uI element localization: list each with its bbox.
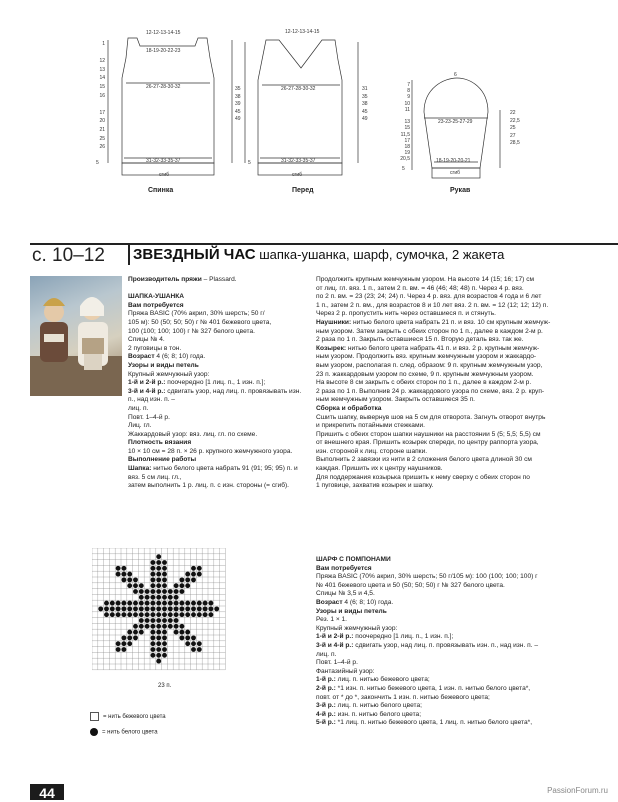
chart-dot: [139, 618, 144, 623]
chart-dot: [139, 589, 144, 594]
chart-dot: [133, 577, 138, 582]
chart-dot: [156, 630, 161, 635]
sleeve-mid-label: 23-23-25-27-29: [438, 119, 473, 125]
chart-dot: [98, 606, 103, 611]
chart-dot: [191, 635, 196, 640]
chart-dot: [174, 595, 179, 600]
chart-dot: [156, 624, 161, 629]
chart-dot: [179, 612, 184, 617]
chart-dot: [121, 612, 126, 617]
chart-dot: [179, 630, 184, 635]
chart-dot: [156, 653, 161, 658]
chart-dot: [150, 560, 155, 565]
chart-dot: [179, 606, 184, 611]
chart-dot: [197, 572, 202, 577]
text-line: Шапка: нитью белого цвета набрать 91 (91; 95; 95) п. и вяз. 5 см лиц. гл.,: [128, 465, 298, 481]
chart-dot: [162, 618, 167, 623]
text-line: Пряжа BASIC (70% акрил, 30% шерсть; 50 г/105 м): 100 (100; 100; 100) г: [316, 573, 538, 581]
text-line: Наушники: нитью белого цвета набрать 21 п. и вяз. 10 см крупным жемчуж-: [316, 318, 551, 326]
chart-dot: [191, 601, 196, 606]
front-outline: [258, 40, 342, 163]
chart-dot: [156, 554, 161, 559]
chart-dot: [116, 566, 121, 571]
sleeve-hem-dim: 5: [402, 166, 405, 172]
text-line: 2-й р.: *1 изн. п. нитью бежевого цвета, 1 изн. п. нитью белого цвета*,: [316, 684, 531, 692]
chart-dot: [162, 583, 167, 588]
back-hem-dim: 5: [96, 160, 99, 166]
product-photo: [30, 276, 122, 396]
chart-dot: [127, 641, 132, 646]
text-line: 3-й р.: лиц. п. нитью белого цвета;: [316, 702, 423, 710]
chart-dot: [168, 589, 173, 594]
title-main: ЗВЕЗДНЫЙ ЧАС: [133, 246, 256, 263]
chart-dot: [162, 647, 167, 652]
text-line: Узоры и виды петель: [128, 361, 199, 369]
chart-dot: [162, 630, 167, 635]
chart-dot: [162, 635, 167, 640]
children-photo-illustration: [30, 276, 122, 396]
chart-dot: [150, 589, 155, 594]
chart-dot: [191, 577, 196, 582]
chart-dot: [203, 601, 208, 606]
chart-dot: [208, 612, 213, 617]
chart-dot: [145, 601, 150, 606]
chart-dot: [174, 624, 179, 629]
chart-dot: [162, 566, 167, 571]
text-line: Лиц. гл.: [128, 422, 152, 430]
chart-dot: [162, 601, 167, 606]
text-line: Фантазийный узор:: [316, 667, 375, 675]
chart-dot: [168, 606, 173, 611]
chart-dot: [162, 653, 167, 658]
text-line: ным жемчужным узором. Закрыть оставшиеся 35 п.: [316, 396, 475, 404]
chart-dot: [104, 612, 109, 617]
text-line: 4-й р.: изн. п. нитью белого цвета;: [316, 710, 422, 718]
text-line: 105 м): 50 (50; 50; 50) г № 401 бежевого цвета,: [128, 318, 272, 326]
chart-dot: [185, 635, 190, 640]
text-line: ШАРФ С ПОМПОНАМИ: [316, 556, 391, 563]
text-line: 1-й и 2-й р.: поочередно [1 лиц. п., 1 изн. п.];: [128, 379, 266, 387]
chart-dot: [121, 647, 126, 652]
chart-dot: [145, 595, 150, 600]
text-line: № 401 бежевого цвета и 50 (50; 50; 50) г № 327 белого цвета.: [316, 581, 505, 589]
chart-dot: [179, 635, 184, 640]
text-line: ным узором. Затем закрыть с обеих сторон по 1 п., далее в каждом 2-м р.: [316, 327, 543, 335]
chart-dot: [174, 606, 179, 611]
text-line: Вам потребуется: [316, 564, 372, 572]
chart-dot: [191, 641, 196, 646]
chart-dot: [162, 560, 167, 565]
front-caption: Перед: [292, 187, 314, 194]
text-line: 3-й и 4-й р.: сдвигать узор, над лиц. п. провязывать изн. п., над изн. п. –: [128, 387, 302, 404]
chart-dot: [133, 606, 138, 611]
sleeve-cuff-label: 18-19-20-20-21: [436, 158, 471, 164]
text-line: Спицы № 4.: [128, 336, 165, 344]
chart-dot: [116, 606, 121, 611]
text-line: каждая. Пришить их к центру наушников.: [316, 465, 443, 473]
chart-dot: [168, 624, 173, 629]
text-line: Через 2 р. пропустить нить через оставшиеся п. и стянуть.: [316, 310, 496, 318]
text-line: 1 пуговице, захватив козырек и шапку.: [316, 482, 434, 490]
text-line: 1-й и 2-й р.: поочередно [1 лиц. п., 1 изн. п.];: [316, 633, 454, 641]
chart-dot: [127, 577, 132, 582]
chart-dot: [110, 606, 115, 611]
chart-dot: [214, 606, 219, 611]
chart-dot: [139, 624, 144, 629]
chart-dot: [162, 641, 167, 646]
chart-dot: [162, 589, 167, 594]
chart-dot: [191, 566, 196, 571]
chart-dot: [197, 647, 202, 652]
chart-dot: [174, 612, 179, 617]
chart-dot: [145, 606, 150, 611]
legend-white: = нить белого цвета: [90, 728, 158, 736]
chart-dot: [162, 612, 167, 617]
back-chest-label: 26-27-28-30-32: [146, 84, 181, 90]
chart-dot: [156, 589, 161, 594]
beige-swatch-icon: [90, 712, 99, 721]
chart-dot: [156, 577, 161, 582]
chart-dot: [174, 589, 179, 594]
chart-dot: [174, 630, 179, 635]
chart-dot: [168, 612, 173, 617]
chart-dot: [145, 624, 150, 629]
chart-dot: [156, 560, 161, 565]
chart-dot: [133, 624, 138, 629]
text-line: Возраст 4 (6; 8; 10) года.: [316, 598, 394, 606]
back-mid-label: 18-19-20-22-23: [146, 48, 181, 54]
text-line: от лиц. гл. вяз. 1 п., затем 2 п. вм. = 46 (46; 48; 48) п. Через 4 р. вяз.: [316, 284, 524, 292]
chart-dot: [116, 641, 121, 646]
chart-dot: [139, 583, 144, 588]
chart-dot: [185, 606, 190, 611]
chart-dot: [191, 572, 196, 577]
front-top-label: 12-12-13-14-15: [285, 29, 320, 35]
chart-dot: [104, 601, 109, 606]
right-column-top: [316, 276, 606, 491]
chart-dot: [116, 572, 121, 577]
front-chest-label: 26-27-28-30-32: [281, 86, 316, 92]
chart-dot: [150, 647, 155, 652]
chart-dot: [191, 606, 196, 611]
chart-dot: [150, 577, 155, 582]
chart-dot: [156, 635, 161, 640]
chart-dot: [179, 577, 184, 582]
chart-dot: [156, 572, 161, 577]
page-range: с. 10–12: [32, 245, 105, 266]
chart-dot: [156, 601, 161, 606]
chart-dot: [197, 612, 202, 617]
front-right-dims: 31 35 38 45 49: [362, 86, 368, 123]
chart-dot: [133, 635, 138, 640]
chart-dot: [156, 659, 161, 664]
text-line: ШАПКА-УШАНКА: [128, 293, 185, 301]
chart-dot: [127, 572, 132, 577]
front-hem-dim: 5: [248, 160, 251, 166]
text-line: и прикрепить потайными стежками.: [316, 422, 426, 430]
chart-dot: [150, 618, 155, 623]
text-line: Повт. 1–4-й р.: [316, 659, 358, 667]
text-line: 2 пуговицы в тон.: [128, 344, 182, 352]
text-line: по 2 п. вм. = 23 (23; 24; 24) п. Через 4 р. вяз. для возрастов 4 года и 6 лет: [316, 293, 542, 301]
chart-dot: [156, 583, 161, 588]
chart-dot: [139, 606, 144, 611]
chart-dot: [150, 606, 155, 611]
chart-dot: [156, 566, 161, 571]
text-line: 1 п., затем 2 п. вм., для возрастов 8 и 10 лет вяз. 2 п. вм. = 12 (12; 12; 12) п.: [316, 301, 549, 309]
text-line: Пришить с обеих сторон шапки наушники на расстоянии 5 (5; 5,5; 5,5) см: [316, 430, 541, 438]
chart-dot: [127, 635, 132, 640]
chart-dot: [179, 624, 184, 629]
text-line: 2 раза по 1 п. Выполнив 24 р. жаккардового узора по схеме, вяз. 2 р. круп-: [316, 387, 545, 395]
text-line: Крупный жемчужный узор:: [128, 370, 210, 378]
text-line: Выполнить 2 завязки из нити в 2 сложения белого цвета длиной 30 см: [316, 456, 532, 464]
text-line: Для поддержания козырька пришить к нему сверху с обеих сторон по: [316, 473, 530, 481]
chart-dot: [203, 612, 208, 617]
chart-dot: [185, 583, 190, 588]
chart-dot: [150, 601, 155, 606]
chart-dot: [203, 606, 208, 611]
chart-dot: [121, 577, 126, 582]
text-line: повт. от * до *, закончить 1 изн. п. нитью бежевого цвета;: [316, 693, 490, 701]
text-line: затем выполнить 1 р. лиц. п. с изн. стороны (= сгиб).: [128, 482, 290, 490]
chart-dot: [179, 601, 184, 606]
chart-dot: [150, 641, 155, 646]
text-line: 100 (100; 100; 100) г № 327 белого цвета.: [128, 327, 255, 335]
chart-dot: [168, 601, 173, 606]
chart-dot: [150, 566, 155, 571]
chart-dot: [197, 606, 202, 611]
chart-dot: [185, 577, 190, 582]
chart-dot: [156, 595, 161, 600]
chart-dot: [156, 612, 161, 617]
text-line: Повт. 1–4-й р.: [128, 413, 170, 421]
right-column-bottom: [316, 556, 606, 728]
text-line: Жаккардовый узор: вяз. лиц. гл. по схеме.: [128, 430, 258, 438]
chart-dot: [110, 601, 115, 606]
text-line: Сборка и обработка: [316, 404, 382, 412]
chart-dot: [116, 601, 121, 606]
chart-dot: [174, 583, 179, 588]
chart-dot: [110, 612, 115, 617]
chart-dot: [150, 612, 155, 617]
chart-dot: [121, 606, 126, 611]
chart-dot: [121, 635, 126, 640]
chart-dot: [150, 595, 155, 600]
chart-dot: [156, 647, 161, 652]
chart-dot: [208, 601, 213, 606]
back-outline: [122, 38, 214, 163]
chart-dot: [139, 595, 144, 600]
chart-dot: [162, 572, 167, 577]
page-number: 44: [30, 784, 64, 800]
text-line: Вам потребуется: [128, 301, 184, 309]
chart-dot: [162, 577, 167, 582]
text-line: лиц. п.: [128, 404, 149, 412]
chart-dot: [174, 618, 179, 623]
chart-dot: [208, 606, 213, 611]
text-line: Возраст 4 (6; 8; 10) года.: [128, 353, 206, 361]
title-subtitle: шапка-ушанка, шарф, сумочка, 2 жакета: [255, 247, 505, 262]
chart-dot: [127, 583, 132, 588]
chart-dot: [197, 566, 202, 571]
chart-dot: [168, 618, 173, 623]
chart-dot: [179, 583, 184, 588]
back-fold-label: сгиб: [159, 172, 169, 178]
text-line: Сшить шапку, вывернув шов на 5 см для отворота. Загнуть отворот внутрь: [316, 413, 546, 421]
chart-dot: [145, 612, 150, 617]
chart-dot: [185, 612, 190, 617]
text-line: На высоте 8 см закрыть с обеих сторон по 1 п., далее в каждом 2-м р.: [316, 379, 532, 387]
chart-stitch-count: 23 п.: [158, 683, 172, 689]
text-line: Крупный жемчужный узор:: [316, 624, 398, 632]
sleeve-left-dims: 7 8 9 10 11 13 15 11,5 17 18 19 20,5: [400, 82, 410, 163]
chart-dot: [139, 630, 144, 635]
chart-dot: [104, 606, 109, 611]
chart-dot: [191, 647, 196, 652]
sleeve-top-label: 6: [454, 72, 457, 78]
back-caption: Спинка: [148, 187, 174, 194]
text-line: Выполнение работы: [128, 456, 197, 464]
jacquard-chart: [92, 548, 232, 676]
back-left-dims: 1 12 13 14 15 16 17 20 21 25 26: [99, 41, 105, 151]
chart-dot: [139, 612, 144, 617]
chart-dot: [133, 612, 138, 617]
text-line: Пряжа BASIC (70% акрил, 30% шерсть; 50 г/: [128, 310, 265, 318]
chart-dot: [150, 572, 155, 577]
chart-dot: [139, 601, 144, 606]
text-line: вым узором, располагая п. след. образом: 9 п. крупным жемчужным узор,: [316, 361, 543, 369]
chart-dot: [156, 606, 161, 611]
text-line: Продолжить крупным жемчужным узором. На высоте 14 (15; 16; 17) см: [316, 276, 535, 283]
text-line: 5-й р.: *1 лиц. п. нитью бежевого цвета, 1 лиц. п. нитью белого цвета*,: [316, 719, 533, 727]
chart-dot: [116, 612, 121, 617]
sleeve-caption: Рукав: [450, 187, 471, 194]
chart-dot: [145, 589, 150, 594]
chart-dot: [127, 601, 132, 606]
chart-dot: [121, 641, 126, 646]
chart-dot: [191, 612, 196, 617]
chart-dot: [150, 635, 155, 640]
chart-dot: [162, 624, 167, 629]
chart-dot: [156, 618, 161, 623]
chart-dot: [121, 601, 126, 606]
chart-dot: [162, 595, 167, 600]
chart-dot: [174, 601, 179, 606]
text-line: 2 раза по 1 п. Закрыть оставшиеся 15 п. Вторую деталь вяз. так же.: [316, 336, 524, 344]
sleeve-right-dims: 22 22,5 25 27 28,5: [510, 110, 520, 147]
sleeve-fold-label: сгиб: [450, 170, 460, 176]
chart-dot: [179, 589, 184, 594]
white-dot-icon: [90, 728, 98, 736]
chart-dot: [150, 630, 155, 635]
chart-dot: [150, 583, 155, 588]
chart-dot: [121, 572, 126, 577]
chart-dot: [133, 589, 138, 594]
text-line: Производитель пряжи – Plassard.: [128, 276, 237, 283]
chart-dot: [121, 566, 126, 571]
text-line: лиц. п.: [316, 650, 337, 658]
chart-dot: [197, 641, 202, 646]
legend-beige: = нить бежевого цвета: [90, 712, 166, 721]
article-title: [128, 245, 504, 265]
left-column: [128, 276, 308, 491]
chart-dot: [133, 583, 138, 588]
text-line: 1-й р.: лиц. п. нитью бежевого цвета;: [316, 676, 430, 684]
back-right-dims: 35 38 39 45 49: [235, 86, 241, 123]
back-hem-label: 31-32-33-35-37: [146, 158, 181, 164]
chart-dot: [162, 606, 167, 611]
text-line: Козырек: нитью белого цвета набрать 41 п. и вяз. 2 р. крупным жемчуж-: [316, 344, 540, 352]
chart-dot: [133, 630, 138, 635]
chart-dot: [185, 601, 190, 606]
chart-dot: [150, 624, 155, 629]
chart-dot: [156, 641, 161, 646]
front-hem-label: 31-32-33-35-37: [281, 158, 316, 164]
chart-dot: [127, 630, 132, 635]
back-top-label: 12-12-13-14-15: [146, 30, 181, 36]
text-line: Узоры и виды петель: [316, 607, 387, 615]
text-line: ным узором. Продолжить вяз. крупным жемчужным узором и жаккардо-: [316, 353, 537, 361]
chart-dot: [185, 572, 190, 577]
chart-dot: [133, 601, 138, 606]
text-line: от внешнего края. Пришить козырек спереди, по центру раппорта узора,: [316, 439, 539, 447]
chart-dot: [116, 647, 121, 652]
text-line: 3-й и 4-й р.: сдвигать узор, над лиц. п. провязывать изн. п., над изн. п. –: [316, 641, 539, 649]
watermark: PassionForum.ru: [547, 786, 608, 795]
text-line: 23 п. жаккардовым узором по схеме, 9 п. крупным жемчужным узором.: [316, 370, 534, 378]
chart-dot: [127, 612, 132, 617]
text-line: Рез. 1 × 1.: [316, 616, 347, 624]
chart-dot: [185, 641, 190, 646]
text-line: Спицы № 3,5 и 4,5.: [316, 590, 375, 598]
text-line: Плотность вязания: [128, 439, 192, 447]
text-line: [128, 285, 308, 294]
chart-dot: [145, 618, 150, 623]
text-line: изн. стороной к лиц. стороне шапки.: [316, 447, 428, 455]
chart-dot: [197, 601, 202, 606]
chart-dot: [185, 630, 190, 635]
chart-dot: [127, 606, 132, 611]
chart-dot: [168, 595, 173, 600]
text-line: 10 × 10 см = 28 п. × 26 р. крупного жемчужного узора.: [128, 447, 293, 455]
front-fold-label: сгиб: [292, 172, 302, 178]
chart-dot: [150, 653, 155, 658]
